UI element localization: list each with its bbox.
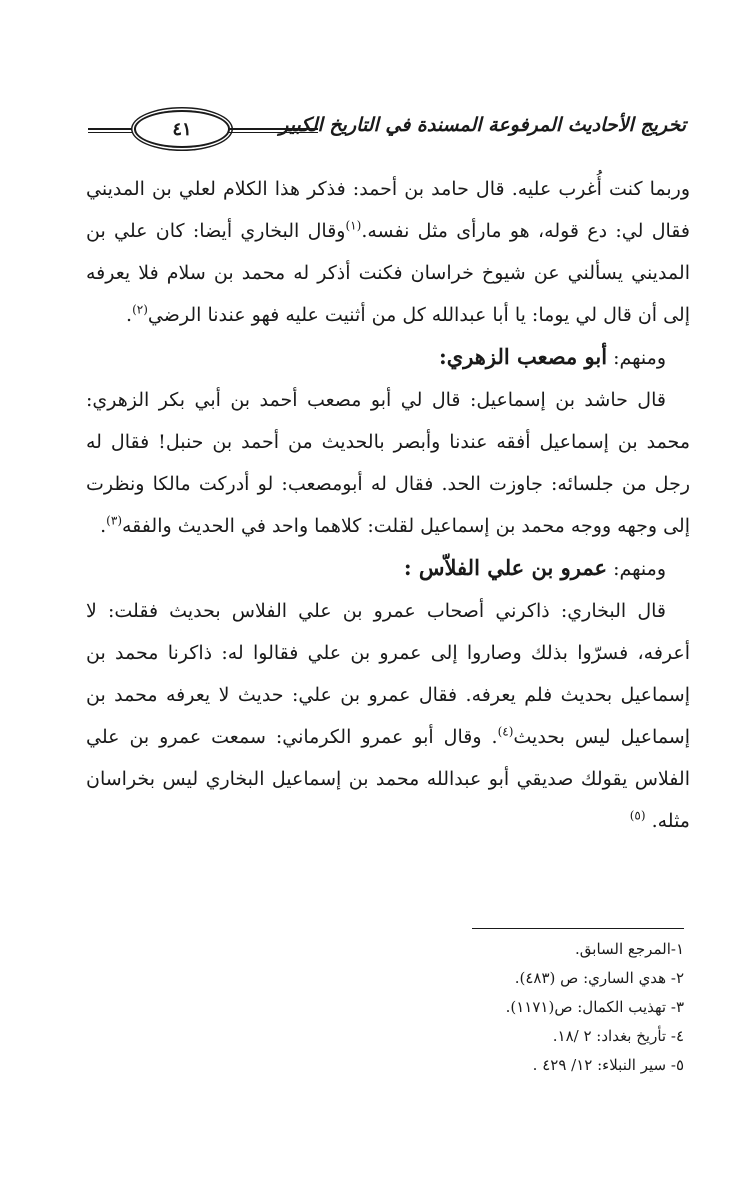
page-number bbox=[134, 110, 230, 148]
footnote-ref-5: (٥) bbox=[629, 808, 646, 823]
footnote-item: ٢- هدي الساري: ص (٤٨٣). bbox=[514, 969, 684, 987]
footnote-separator bbox=[472, 928, 684, 929]
footnote-item: ٣- تهذيب الكمال: ص(١١٧١). bbox=[505, 998, 684, 1016]
paragraph-3 bbox=[86, 590, 690, 842]
paragraph-3-text: قال البخاري: ذاكرني أصحاب عمرو بن علي الفلاس بحديث فقلت: لا أعرفه، فسرّوا بذلك وصاروا إلى عمرو بن علي فقالوا له: ذاكرنا محمد بن إسماعيل بحديث فلم يعرفه. فقال عمرو بن علي: حديث لا يعرفه محمد بن إسماعيل ليس بحديث bbox=[86, 600, 690, 748]
footnote-ref-2: (٢) bbox=[132, 302, 148, 317]
paragraph-1 bbox=[86, 168, 690, 336]
header-rule-left bbox=[88, 128, 136, 133]
main-text bbox=[86, 168, 690, 842]
section-heading-1 bbox=[86, 336, 690, 379]
heading-1-name: أبو مصعب الزهري: bbox=[439, 344, 608, 369]
paragraph-1-text: وربما كنت أُغرب عليه. قال حامد بن أحمد: فذكر هذا الكلام لعلي بن المديني فقال لي: دع قوله، هو مارأى مثل نفسه. bbox=[86, 178, 691, 242]
heading-2-prefix: ومنهم: bbox=[613, 558, 666, 580]
footnote-item: ١-المرجع السابق. bbox=[575, 940, 684, 958]
paragraph-1-end: . bbox=[126, 304, 133, 326]
footnote-ref-1: (١) bbox=[345, 218, 362, 233]
footnote-item: ٥- سير النبلاء: ١٢/ ٤٢٩ . bbox=[532, 1056, 684, 1074]
running-title: تخريج الأحاديث المرفوعة المسندة في التاريخ الكبير bbox=[279, 114, 686, 136]
footnote-ref-3: (٣) bbox=[106, 513, 122, 528]
section-heading-2 bbox=[86, 547, 690, 590]
paragraph-1-continued: وقال البخاري أيضا: كان علي بن المديني يسألني عن شيوخ خراسان فكنت أذكر له محمد بن سلام فلا يعرفه إلى أن قال لي يوما: يا أبا عبدالله كل من أثنيت عليه فهو عندنا الرضي bbox=[86, 220, 690, 326]
paragraph-2-end: . bbox=[100, 515, 107, 537]
heading-1-prefix: ومنهم: bbox=[613, 347, 666, 369]
page-number-text: ٤١ bbox=[172, 118, 192, 140]
paragraph-2 bbox=[86, 379, 690, 547]
heading-2-name: عمرو بن علي الفلاّس : bbox=[403, 555, 608, 580]
paragraph-2-text: قال حاشد بن إسماعيل: قال لي أبو مصعب أحمد بن أبي بكر الزهري: محمد بن إسماعيل أفقه عندنا وأبصر بالحديث من أحمد بن حنبل! فقال له رجل من جلسائه: جاوزت الحد. فقال له أبومصعب: لو أدركت مالكا ونظرت إلى وجهه ووجه محمد بن إسماعيل لقلت: كلاهما واحد في الحديث والفقه bbox=[86, 389, 690, 537]
footnote-item: ٤- تأريخ بغداد: ٢ /١٨. bbox=[552, 1027, 684, 1045]
paragraph-3-continued: . وقال أبو عمرو الكرماني: سمعت عمرو بن علي الفلاس يقولك صديقي أبو عبدالله محمد بن إسماعيل البخاري ليس بخراسان مثله. bbox=[86, 726, 690, 832]
running-header bbox=[88, 108, 686, 148]
footnote-ref-4: (٤) bbox=[497, 724, 514, 739]
footnotes-list bbox=[354, 935, 684, 1080]
